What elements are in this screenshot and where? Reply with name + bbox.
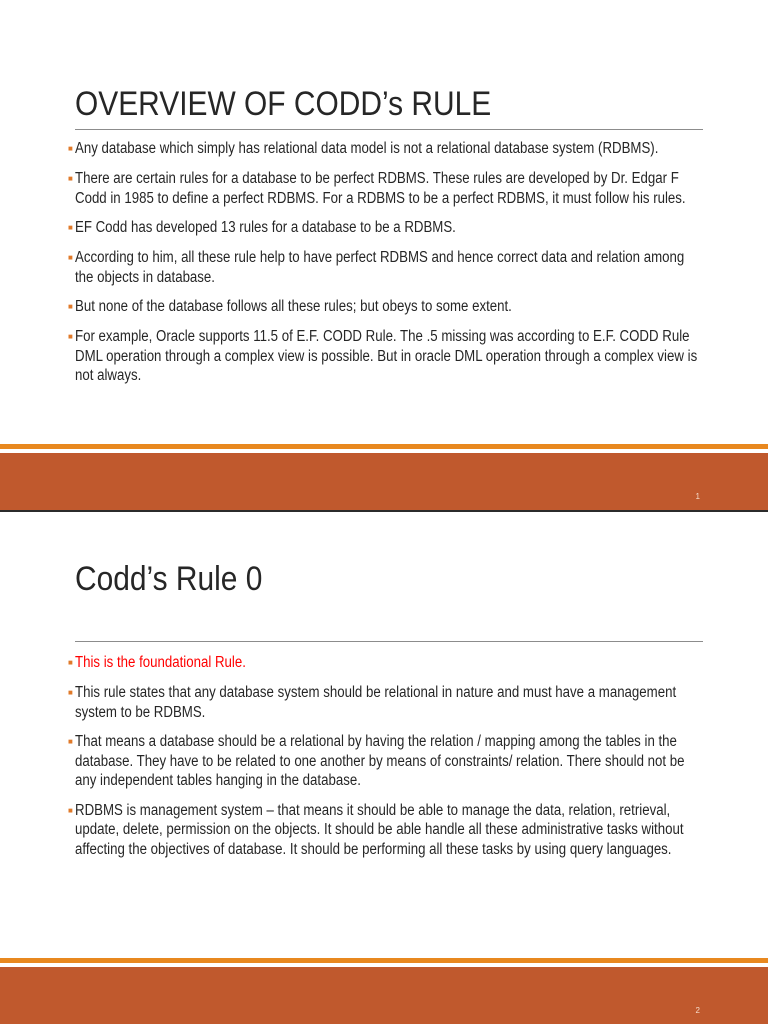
- bullet-icon: ■: [68, 302, 73, 311]
- bullet-text: EF Codd has developed 13 rules for a database to be a RDBMS.: [75, 219, 456, 236]
- bullet-list: [68, 653, 768, 869]
- slide-2: [0, 512, 768, 1024]
- bullet-list: [68, 139, 768, 396]
- page-number: 2: [695, 1006, 700, 1015]
- bullet-item: [68, 169, 768, 208]
- bullet-item: [68, 801, 768, 860]
- bullet-item: [68, 297, 768, 317]
- bullet-icon: ■: [68, 737, 73, 746]
- bullet-item: [68, 327, 768, 386]
- bullet-icon: ■: [68, 658, 73, 667]
- footer-accent-line: [0, 958, 768, 963]
- bullet-icon: ■: [68, 805, 73, 815]
- bullet-icon: ■: [68, 223, 73, 232]
- slide-title: OVERVIEW OF CODD’s RULE: [75, 85, 492, 123]
- bullet-item: [68, 732, 768, 791]
- bullet-icon: ■: [68, 688, 73, 697]
- title-divider: [75, 129, 703, 130]
- slide-title: Codd’s Rule 0: [75, 560, 263, 598]
- bullet-text: But none of the database follows all these rules; but obeys to some extent.: [75, 298, 512, 315]
- bullet-item: [68, 653, 768, 673]
- bullet-text: According to him, all these rule help to have perfect RDBMS and hence correct data and relation among the objects in database.: [75, 249, 685, 286]
- bullet-text: There are certain rules for a database to be perfect RDBMS. These rules are developed by Dr. Edgar F Codd in 1985 to define a perfect RDBMS. For a RDBMS to be a perfect RDBMS, it must follow his rules.: [75, 170, 686, 207]
- bullet-text: Any database which simply has relational data model is not a relational database system (RDBMS).: [75, 140, 659, 157]
- bullet-item: [68, 248, 768, 287]
- bullet-text: This rule states that any database system should be relational in nature and must have a management system to be RDBMS.: [75, 684, 677, 721]
- footer-accent-line: [0, 444, 768, 449]
- slide-footer: [0, 958, 768, 1024]
- bullet-text-highlight: This is the foundational Rule.: [75, 654, 246, 671]
- bullet-icon: ■: [68, 174, 73, 183]
- bullet-icon: ■: [68, 332, 73, 341]
- bullet-item: [68, 218, 768, 238]
- bullet-icon: ■: [68, 253, 73, 262]
- slide-footer: [0, 444, 768, 510]
- bullet-item: [68, 683, 768, 722]
- title-divider: [75, 641, 703, 642]
- page-number: 1: [695, 492, 700, 501]
- bullet-text: RDBMS is management system – that means it should be able to manage the data, relation, retrieval, update, delete, permission on the objects. It should be able handle all these administrative tasks without affecting the objectives of database. It should be performing all these tasks by using query languages.: [75, 801, 684, 858]
- footer-band: [0, 967, 768, 1024]
- footer-band: [0, 453, 768, 510]
- bullet-item: [68, 139, 768, 159]
- bullet-icon: ■: [68, 144, 73, 153]
- bullet-text: For example, Oracle supports 11.5 of E.F. CODD Rule. The .5 missing was according to E.F. CODD Rule DML operation through a complex view is possible. But in oracle DML operation through a complex view is not always.: [75, 328, 698, 384]
- bullet-text: That means a database should be a relational by having the relation / mapping among the tables in the database. They have to be related to one another by means of constraints/ relation. There should not be any independent tables hanging in the database.: [75, 733, 685, 789]
